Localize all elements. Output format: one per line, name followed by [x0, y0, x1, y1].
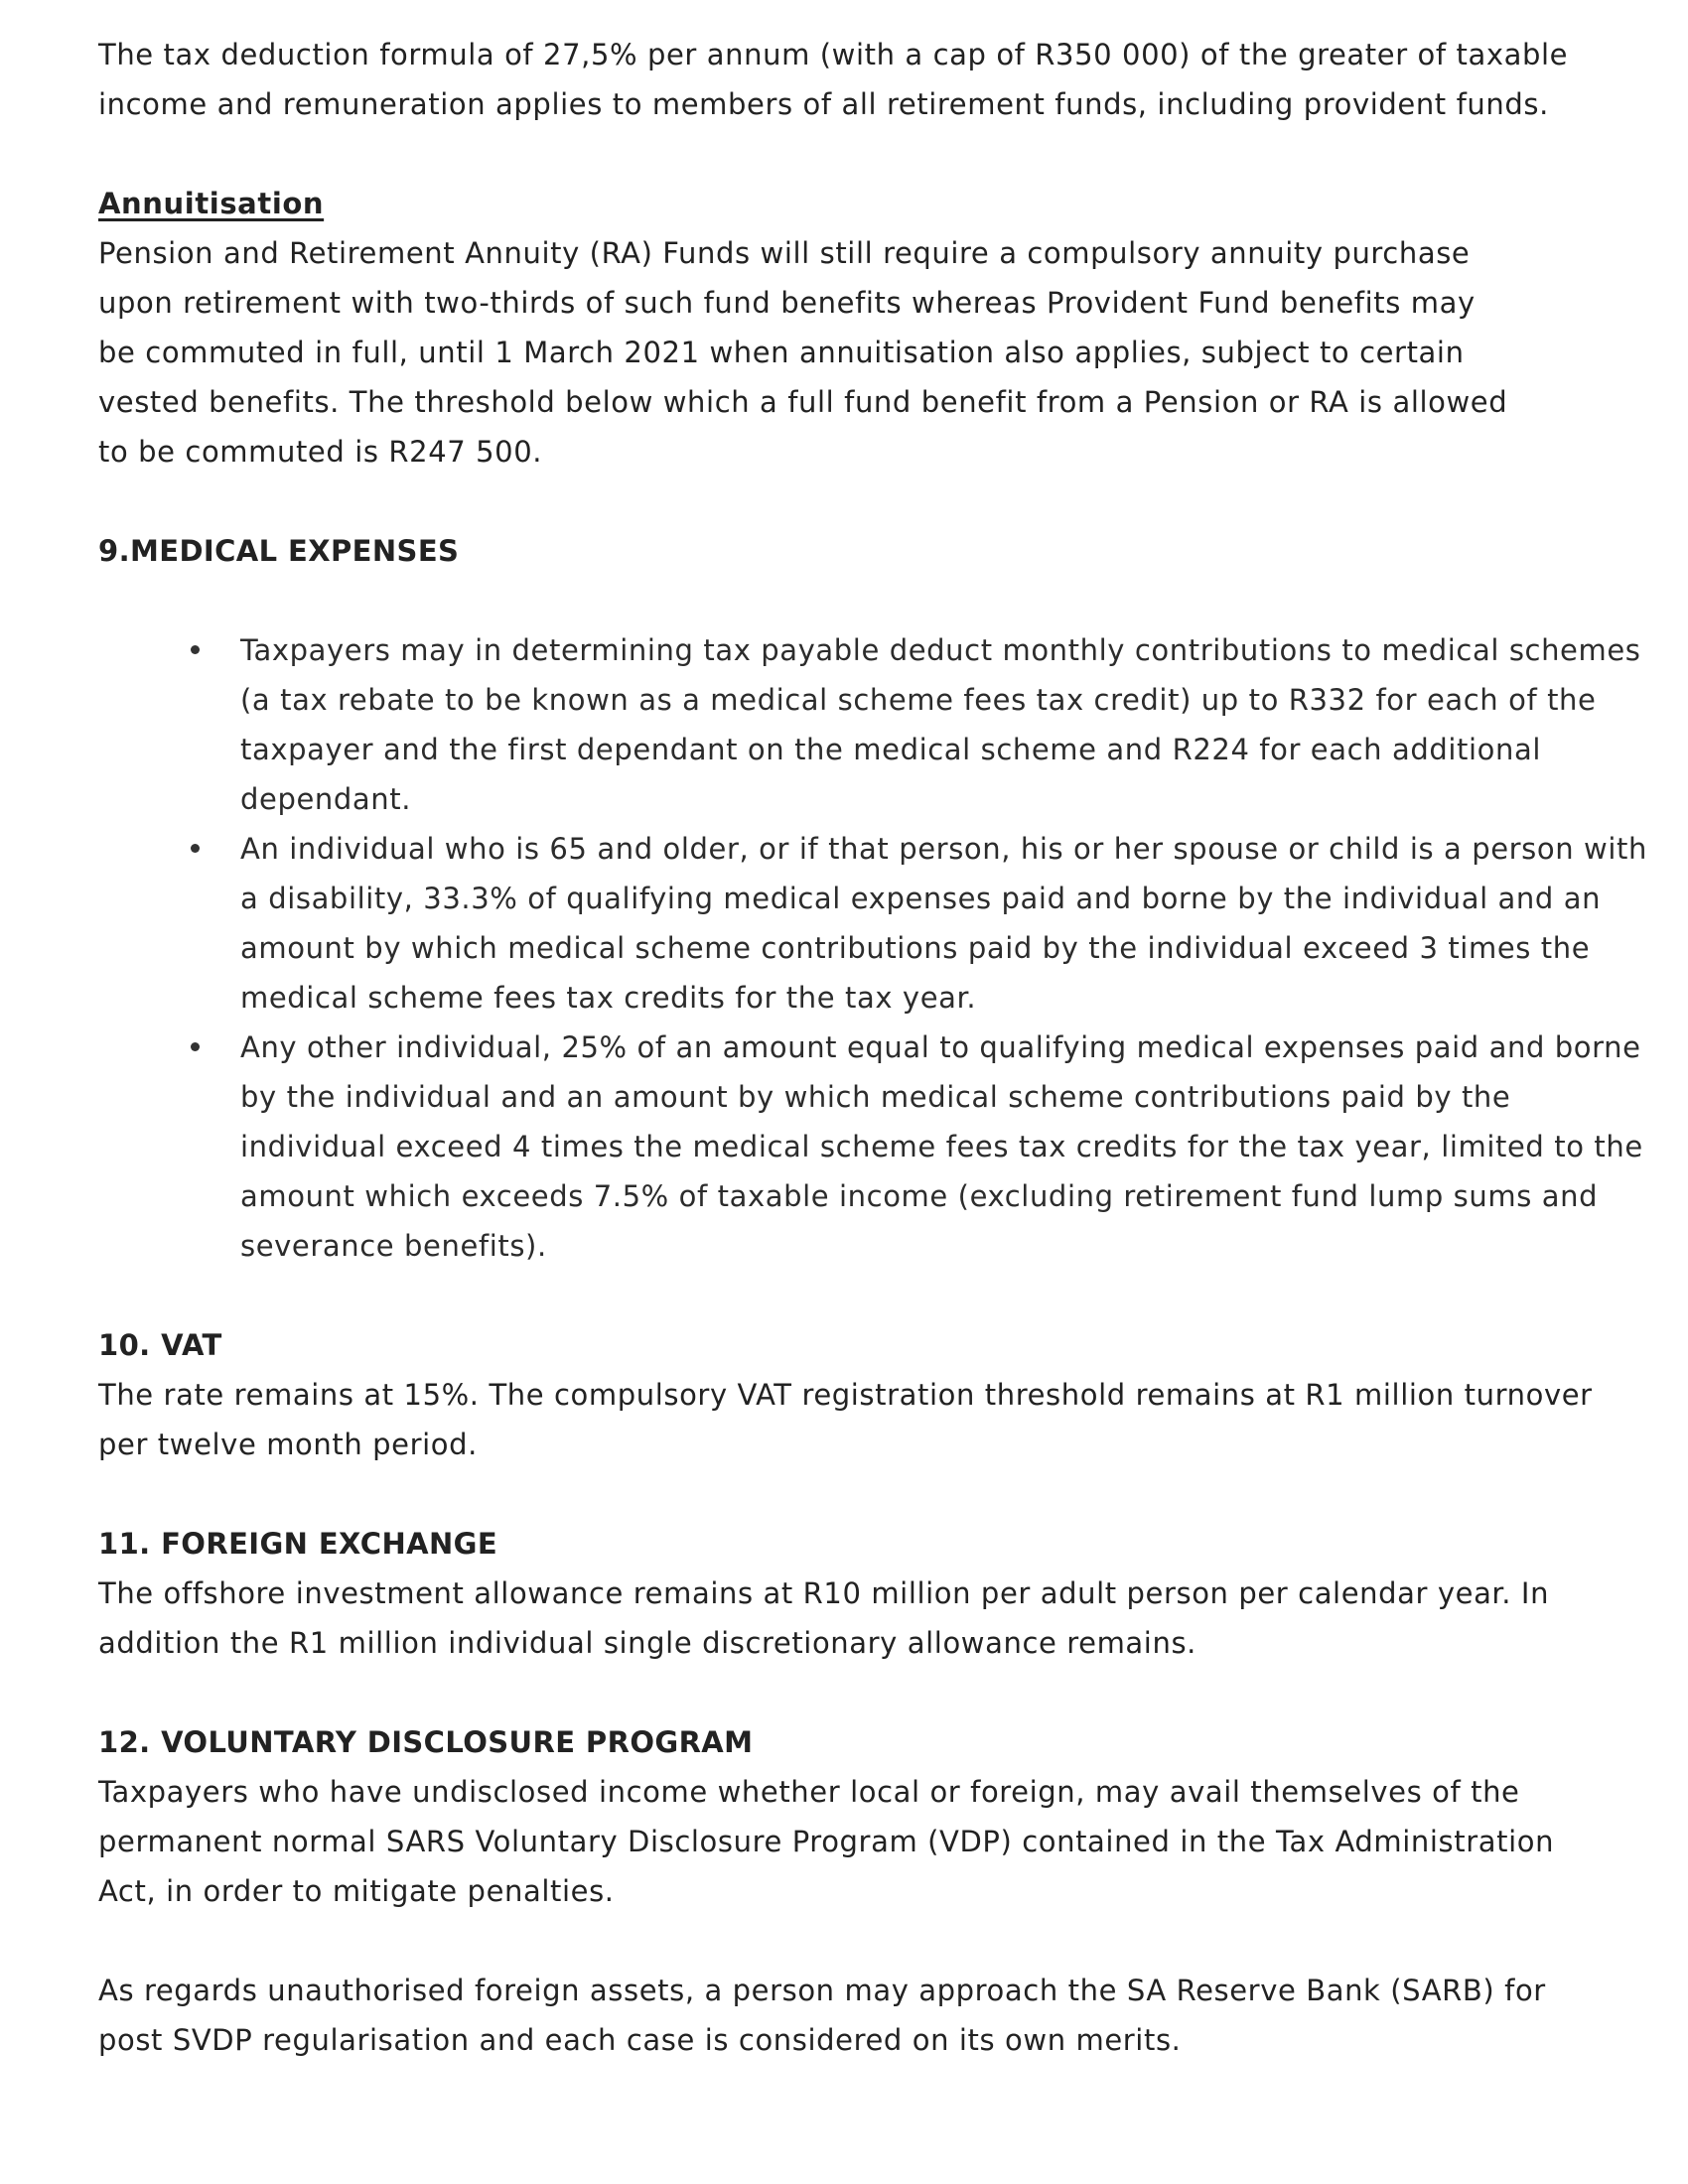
- vat-paragraph: The rate remains at 15%. The compulsory VAT registration threshold remains at R1 million turnover per twelve month period.: [98, 1378, 1593, 1461]
- vdp-heading: 12. VOLUNTARY DISCLOSURE PROGRAM: [98, 1725, 754, 1759]
- document-page: [98, 30, 1647, 2065]
- list-item: [240, 625, 1660, 824]
- medical-expenses-list: [98, 625, 1660, 1271]
- list-item-text: Any other individual, 25% of an amount equal to qualifying medical expenses paid and borne by the individual and an amount by which medical scheme contributions paid by the individual exceed 4 times the medical scheme fees tax credits for the tax year, limited to the amount which exceeds 7.5% of taxable income (excluding retirement fund lump sums and severance benefits).: [240, 1030, 1643, 1263]
- list-item-text: An individual who is 65 and older, or if that person, his or her spouse or child is a person with a disability, 33.3% of qualifying medical expenses paid and borne by the individual and an amount by which medical scheme contributions paid by the individual exceed 3 times the medical scheme fees tax credits for the tax year.: [240, 832, 1647, 1015]
- spacer: [98, 1271, 1598, 1320]
- foreign-exchange-paragraph: The offshore investment allowance remains at R10 million per adult person per calendar year. In addition the R1 million individual single discretionary allowance remains.: [98, 1576, 1550, 1660]
- sarb-paragraph: As regards unauthorised foreign assets, a person may approach the SA Reserve Bank (SARB) for post SVDP regularisation and each case is considered on its own merits.: [98, 1974, 1546, 2057]
- list-item: [240, 824, 1660, 1023]
- annuitisation-paragraph: Pension and Retirement Annuity (RA) Funds will still require a compulsory annuity purchase upon retirement with two-thirds of such fund benefits whereas Provident Fund benefits may be commuted in full, until 1 March 2021 when annuitisation also applies, subject to certain vested benefits. The threshold below which a full fund benefit from a Pension or RA is allowed to be commuted is R247 500.: [98, 236, 1508, 469]
- spacer: [98, 129, 1598, 179]
- list-item-text: Taxpayers may in determining tax payable deduct monthly contributions to medical schemes (a tax rebate to be known as a medical scheme fees tax credit) up to R332 for each of the taxpayer and the first dependant on the medical scheme and R224 for each additional dependant.: [240, 633, 1641, 816]
- spacer: [98, 1668, 1598, 1717]
- spacer: [98, 1916, 1598, 1966]
- foreign-exchange-heading: 11. FOREIGN EXCHANGE: [98, 1527, 498, 1561]
- list-item: [240, 1023, 1660, 1271]
- vat-heading: 10. VAT: [98, 1328, 222, 1362]
- bullet-icon: [191, 1042, 200, 1051]
- bullet-icon: [191, 645, 200, 654]
- intro-paragraph: The tax deduction formula of 27,5% per annum (with a cap of R350 000) of the greater of taxable income and remuneration applies to members of all retirement funds, including provident funds.: [98, 38, 1569, 121]
- medical-expenses-heading: 9.MEDICAL EXPENSES: [98, 534, 460, 568]
- vdp-paragraph: Taxpayers who have undisclosed income whether local or foreign, may avail themselves of the permanent normal SARS Voluntary Disclosure Program (VDP) contained in the Tax Administration Act, in order to mitigate penalties.: [98, 1775, 1555, 1908]
- annuitisation-title: Annuitisation: [98, 187, 325, 220]
- spacer: [98, 1469, 1598, 1519]
- bullet-icon: [191, 844, 200, 853]
